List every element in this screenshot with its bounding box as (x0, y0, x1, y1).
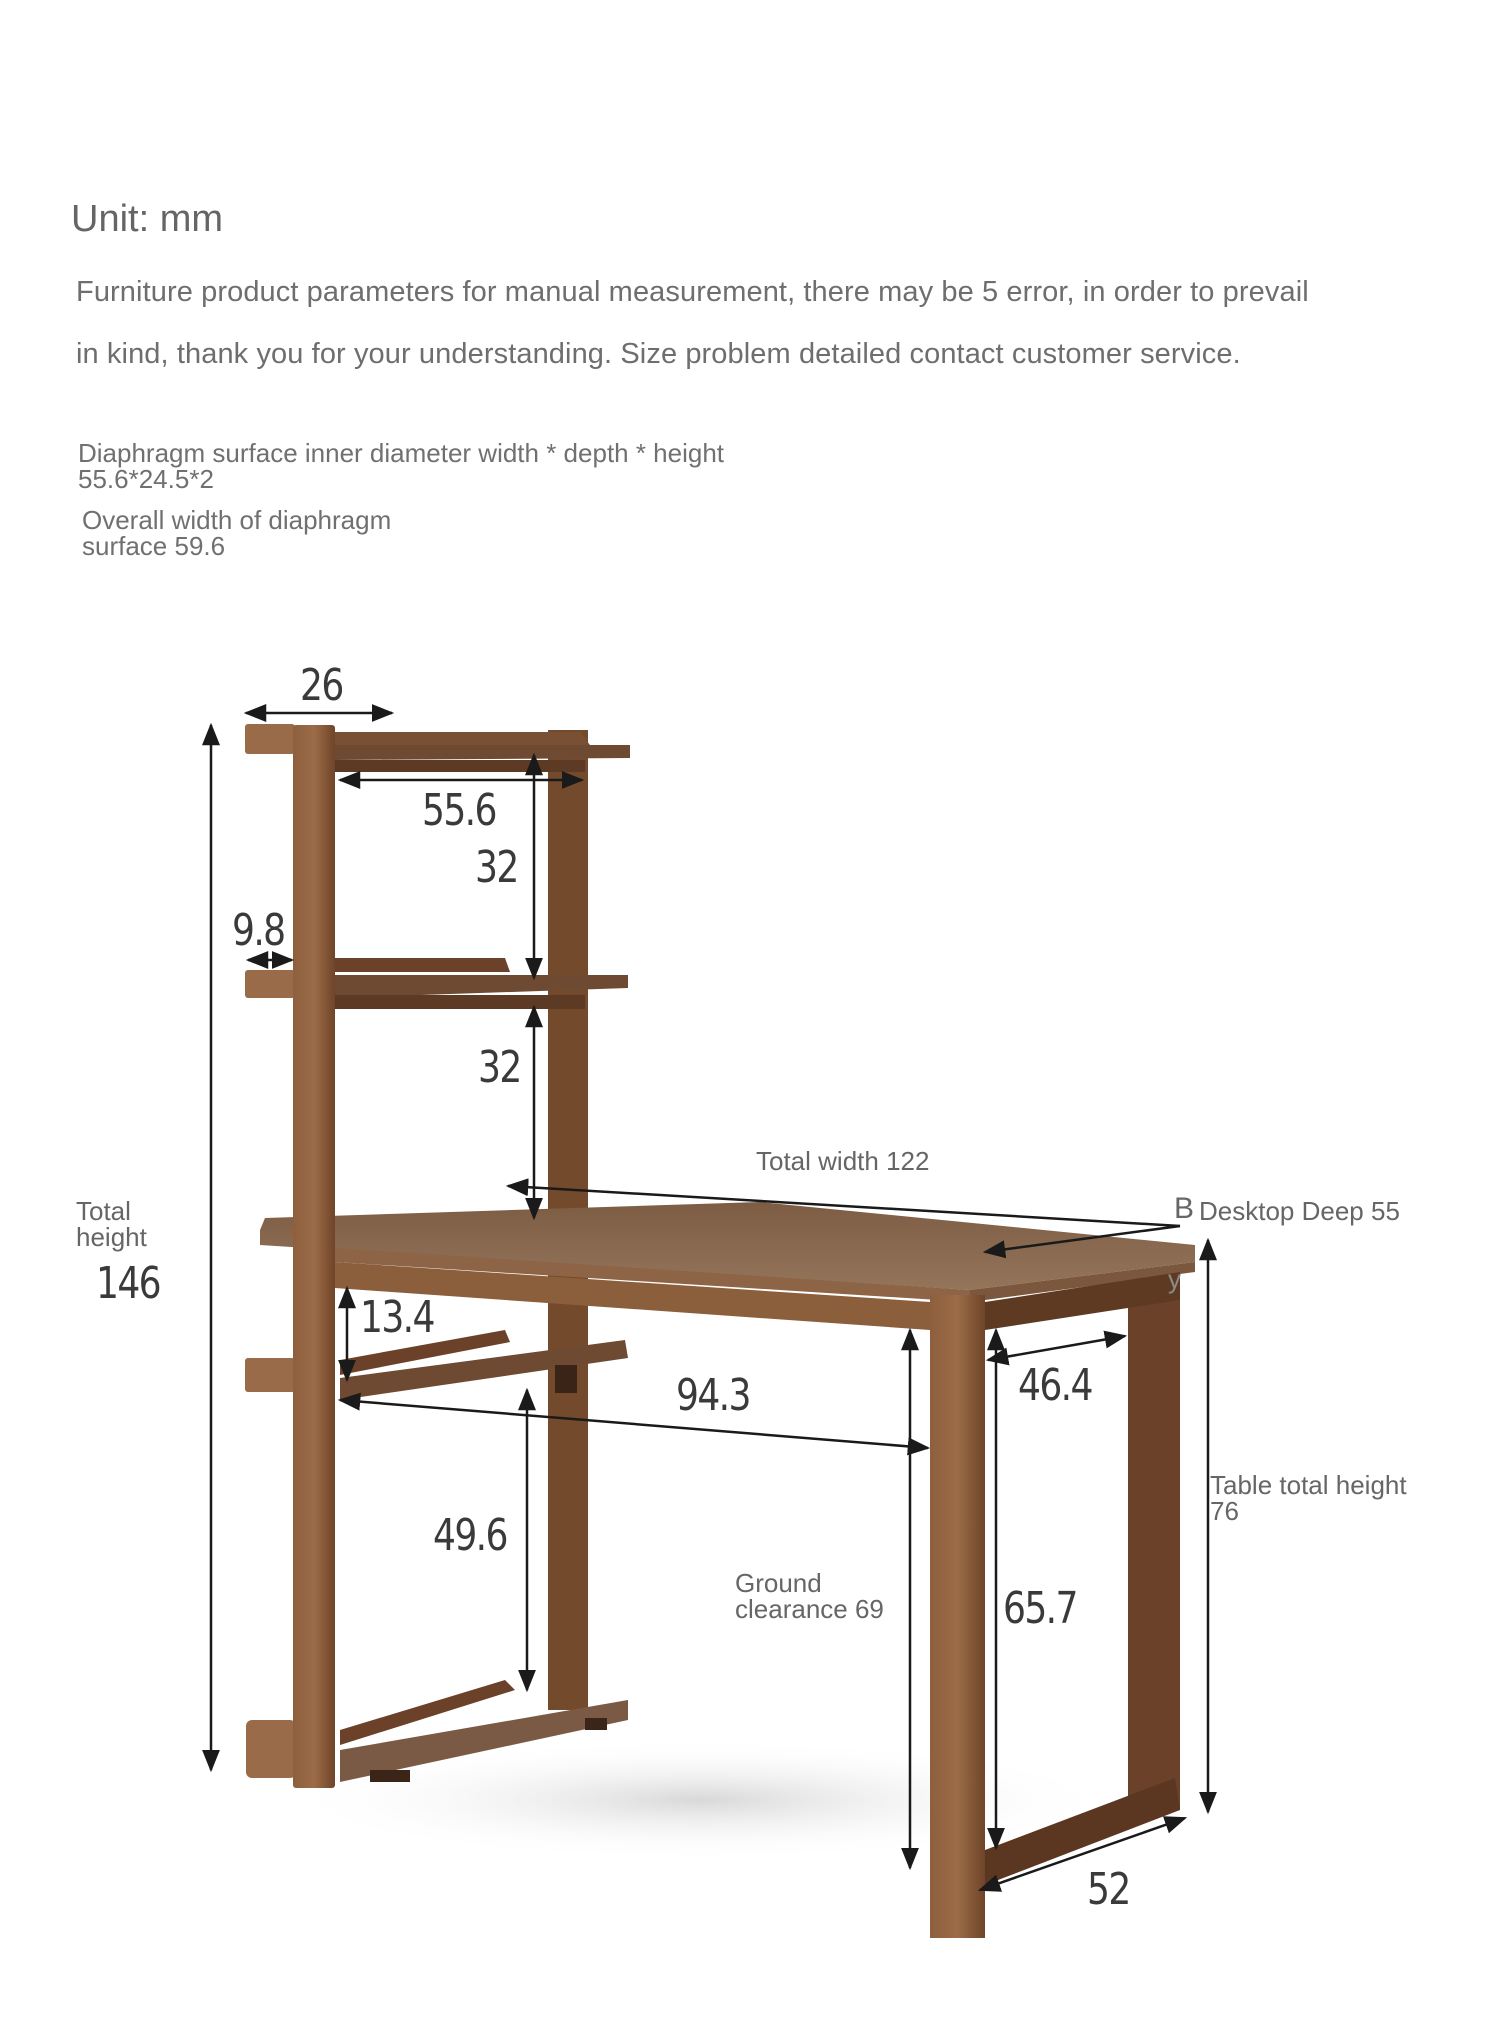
bottom-shelf-foot (370, 1770, 410, 1782)
lower-shelf-stub (245, 1358, 295, 1392)
dim-shelf-depth: 26 (300, 660, 343, 711)
dim-total-height: 146 (96, 1258, 160, 1309)
top-shelf-underside (335, 760, 585, 772)
desk-front-leg (930, 1295, 985, 1938)
dim-mid-gap: 32 (478, 1042, 521, 1093)
top-shelf-board (335, 745, 630, 760)
table-total-height-line-1: Table total height (1210, 1470, 1407, 1500)
stray-marker: y (1168, 1264, 1181, 1294)
table-total-height-line-2: 76 (1210, 1496, 1239, 1526)
total-height-label (76, 1198, 147, 1250)
top-shelf-stub (245, 724, 295, 754)
overall-width-line-2: surface 59.6 (82, 531, 226, 561)
ground-clearance-line-1: Ground (735, 1568, 822, 1598)
total-height-line-2: height (76, 1222, 147, 1252)
dim-lower-gap: 49.6 (433, 1510, 507, 1561)
desktop-deep-marker: B (1174, 1192, 1195, 1225)
total-height-line-1: Total (76, 1196, 131, 1226)
dim-under-desk-gap: 13.4 (360, 1292, 434, 1343)
arrow-knee-width (340, 1400, 928, 1448)
arrow-leg-span (988, 1336, 1125, 1360)
bottom-shelf-foot-2 (585, 1718, 607, 1730)
disclaimer-line-1: Furniture product parameters for manual measurement, there may be 5 error, in order to prevail (76, 276, 1309, 308)
dim-foot-depth: 52 (1087, 1864, 1130, 1915)
table-total-height-label (1210, 1472, 1407, 1524)
diaphragm-label: Diaphragm surface inner diameter width * depth * height (78, 438, 725, 468)
total-width-label: Total width 122 (756, 1146, 930, 1176)
disclaimer-line-2: in kind, thank you for your understanding. Size problem detailed contact customer service. (76, 338, 1241, 370)
middle-shelf-stub (245, 970, 295, 998)
bottom-shelf-stub (246, 1720, 296, 1778)
ground-clearance-label (735, 1570, 884, 1622)
overall-width-line-1: Overall width of diaphragm (82, 505, 392, 535)
unit-label: Unit: mm (71, 198, 223, 240)
desktop-deep-label: Desktop Deep 55 (1199, 1196, 1400, 1226)
top-shelf-rim (335, 732, 590, 745)
dim-top-gap: 32 (475, 842, 518, 893)
dim-leg-span: 46.4 (1018, 1360, 1092, 1411)
dim-leg-inner-height: 65.7 (1003, 1583, 1077, 1634)
middle-shelf-underside (335, 995, 585, 1009)
middle-shelf-rim (335, 958, 510, 972)
ground-clearance-line-2: clearance 69 (735, 1594, 884, 1624)
dim-knee-width: 94.3 (676, 1370, 750, 1421)
power-socket (555, 1365, 577, 1393)
desk-back-leg (1128, 1285, 1180, 1815)
diaphragm-value: 55.6*24.5*2 (78, 464, 214, 494)
dim-side-stub: 9.8 (232, 905, 285, 956)
shelf-front-post (293, 725, 335, 1788)
dim-shelf-inner-width: 55.6 (422, 785, 496, 836)
